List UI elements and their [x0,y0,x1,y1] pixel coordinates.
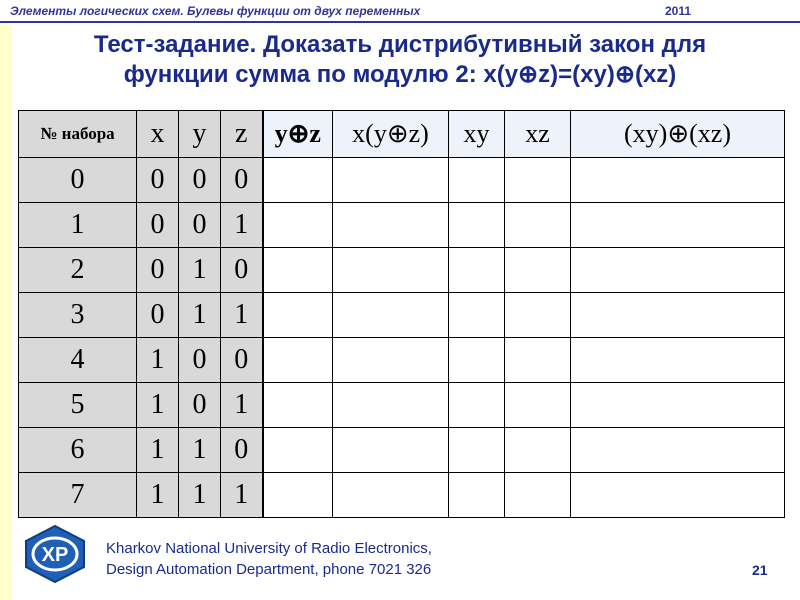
answer-cell[interactable] [263,293,333,338]
table-cell: 0 [179,203,221,248]
answer-cell[interactable] [449,248,505,293]
header-xz: xz [505,111,571,158]
answer-cell[interactable] [505,338,571,383]
footer-line-1: Kharkov National University of Radio Electronics, [106,540,432,557]
answer-cell[interactable] [263,428,333,473]
table-cell: 4 [19,338,137,383]
answer-cell[interactable] [333,428,449,473]
table-cell: 0 [137,248,179,293]
header-xy: xy [449,111,505,158]
table-row [19,293,785,338]
answer-cell[interactable] [505,158,571,203]
answer-cell[interactable] [571,293,785,338]
footer-info [106,538,432,580]
table-row [19,158,785,203]
answer-cell[interactable] [263,203,333,248]
answer-cell[interactable] [505,473,571,518]
answer-cell[interactable] [333,383,449,428]
truth-table [18,110,785,518]
answer-cell[interactable] [449,383,505,428]
answer-cell[interactable] [505,428,571,473]
table-cell: 1 [137,473,179,518]
answer-cell[interactable] [333,248,449,293]
answer-cell[interactable] [263,248,333,293]
answer-cell[interactable] [449,428,505,473]
table-row [19,383,785,428]
table-cell: 1 [137,428,179,473]
slide-title [30,30,770,90]
table-cell: 0 [179,338,221,383]
university-logo [20,524,90,584]
table-cell: 0 [179,383,221,428]
table-cell: 0 [179,158,221,203]
answer-cell[interactable] [571,158,785,203]
table-cell: 3 [19,293,137,338]
answer-cell[interactable] [571,203,785,248]
answer-cell[interactable] [333,203,449,248]
answer-cell[interactable] [505,248,571,293]
answer-cell[interactable] [571,428,785,473]
table-cell: 1 [221,293,263,338]
table-cell: 0 [137,158,179,203]
answer-cell[interactable] [333,158,449,203]
footer-line-2: Design Automation Department, phone 7021 326 [106,561,432,578]
header-x: x [137,111,179,158]
answer-cell[interactable] [333,473,449,518]
table-cell: 0 [221,158,263,203]
answer-cell[interactable] [449,473,505,518]
table-cell: 1 [221,203,263,248]
answer-cell[interactable] [263,383,333,428]
table-cell: 1 [179,428,221,473]
table-row [19,203,785,248]
header-z: z [221,111,263,158]
answer-cell[interactable] [449,158,505,203]
year-label: 2011 [665,4,692,18]
slide-title-line-1: Тест-задание. Доказать дистрибутивный закон для [93,31,707,58]
table-cell: 1 [221,473,263,518]
logo-text: ХР [41,544,69,566]
table-cell: 0 [221,248,263,293]
slide-title-line-2: функции сумма по модулю 2: x(y⊕z)=(xy)⊕(xz) [123,61,677,88]
table-cell: 1 [179,473,221,518]
page-number: 21 [752,562,768,578]
table-header-row [19,111,785,158]
answer-cell[interactable] [505,383,571,428]
answer-cell[interactable] [505,293,571,338]
header-divider [0,21,800,23]
header-set-number: № набора [19,111,137,158]
table-cell: 1 [137,383,179,428]
answer-cell[interactable] [333,338,449,383]
table-row [19,473,785,518]
top-bar [0,0,800,22]
table-cell: 2 [19,248,137,293]
answer-cell[interactable] [263,338,333,383]
table-cell: 1 [221,383,263,428]
header-y-xor-z: y⊕z [263,111,333,158]
table-body [19,158,785,518]
table-cell: 0 [19,158,137,203]
answer-cell[interactable] [571,383,785,428]
table-row [19,338,785,383]
table-cell: 0 [221,338,263,383]
header-x-y-xor-z: x(y⊕z) [333,111,449,158]
table-cell: 0 [137,203,179,248]
table-cell: 1 [19,203,137,248]
answer-cell[interactable] [333,293,449,338]
table-cell: 5 [19,383,137,428]
header-xy-xor-xz: (xy)⊕(xz) [571,111,785,158]
table-row [19,428,785,473]
table-row [19,248,785,293]
answer-cell[interactable] [571,338,785,383]
answer-cell[interactable] [571,248,785,293]
table-cell: 0 [221,428,263,473]
answer-cell[interactable] [263,473,333,518]
answer-cell[interactable] [505,203,571,248]
answer-cell[interactable] [571,473,785,518]
header-y: y [179,111,221,158]
table-cell: 1 [179,293,221,338]
table-cell: 1 [137,338,179,383]
answer-cell[interactable] [263,158,333,203]
table-cell: 7 [19,473,137,518]
table-cell: 6 [19,428,137,473]
answer-cell[interactable] [449,293,505,338]
left-decor-band [0,23,12,600]
table-cell: 1 [179,248,221,293]
answer-cell[interactable] [449,203,505,248]
course-title: Элементы логических схем. Булевы функции от двух переменных [10,4,421,18]
table-cell: 0 [137,293,179,338]
answer-cell[interactable] [449,338,505,383]
